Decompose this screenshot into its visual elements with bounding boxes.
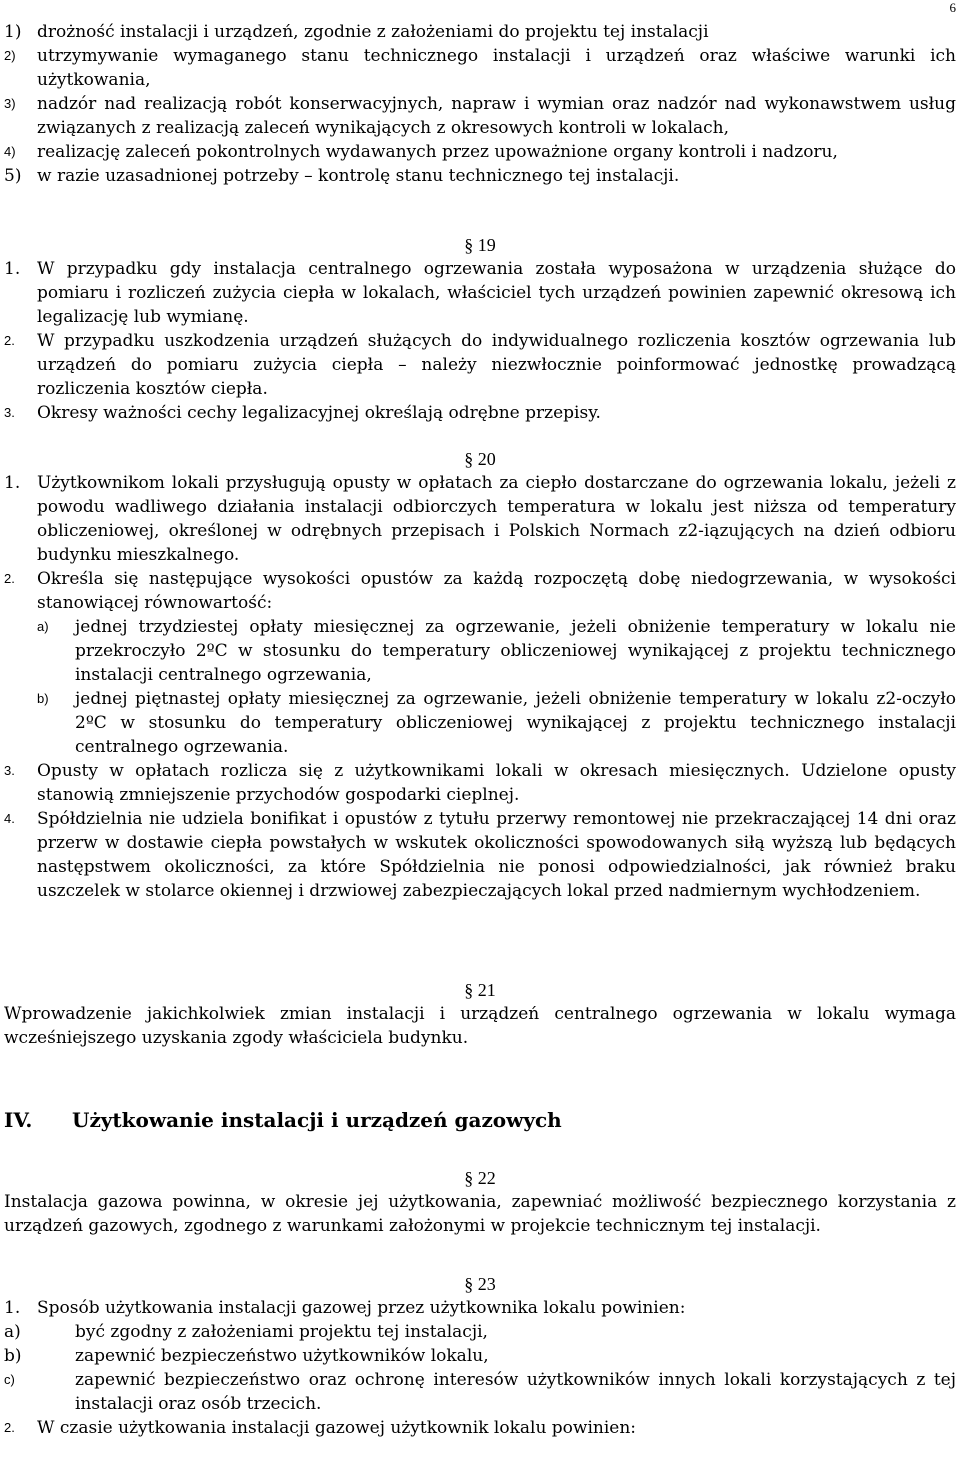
- item-number: 2): [4, 48, 16, 63]
- item-text: zapewnić bezpieczeństwo oraz ochronę interesów użytkowników innych lokali korzystających z tej instalacji oraz osób trzecich.: [75, 1370, 956, 1414]
- chapter-number: IV.: [4, 1108, 33, 1132]
- paragraph-text: Wprowadzenie jakichkolwiek zmian instalacji i urządzeń centralnego ogrzewania w lokalu wymaga wcześniejszego uzyskania zgody właściciela budynku.: [4, 1004, 956, 1048]
- section-22: [4, 1166, 956, 1238]
- item-text: Spółdzielnia nie udziela bonifikat i opustów z tytułu przerwy remontowej nie przekraczającej 14 dni oraz przerw w dostawie ciepła powstałych w wskutek okoliczności spowodowanych siłą wyższą lub będących następstwem okoliczności, za które Spółdzielnia nie ponosi odpowiedzialności, jak również braku uszczelek w stolarce okiennej i drzwiowej zabezpieczających lokal przed nadmiernym wychłodzeniem.: [37, 809, 956, 901]
- list-item: [4, 329, 956, 401]
- section-23: [4, 1272, 956, 1440]
- list-item: [4, 567, 956, 615]
- item-text: Okresy ważności cechy legalizacyjnej określają odrębne przepisy.: [37, 403, 601, 423]
- item-text: zapewnić bezpieczeństwo użytkowników lokalu,: [75, 1346, 489, 1366]
- item-number: 1): [4, 22, 22, 42]
- item-text: drożność instalacji i urządzeń, zgodnie z założeniami do projektu tej instalacji: [37, 22, 709, 42]
- item-letter: a): [4, 1322, 21, 1342]
- item-text: W przypadku uszkodzenia urządzeń służących do indywidualnego rozliczenia kosztów ogrzewania lub urządzeń do pomiaru zużycia ciepła – należy niezwłocznie poinformować jednostkę prowadzącą rozliczenia kosztów ciepła.: [37, 331, 956, 399]
- chapter-title: Użytkowanie instalacji i urządzeń gazowych: [72, 1108, 562, 1132]
- section-mark: § 19: [464, 235, 496, 255]
- paragraph-text: Instalacja gazowa powinna, w okresie jej użytkowania, zapewniać możliwość bezpiecznego korzystania z urządzeń gazowych, zgodnego z warunkami założonymi w projekcie technicznym tej instalacji.: [4, 1192, 956, 1236]
- item-number: 3): [4, 96, 16, 111]
- section-mark: § 21: [464, 980, 496, 1000]
- sub-item: [4, 1320, 956, 1344]
- item-text: W czasie użytkowania instalacji gazowej użytkownik lokalu powinien:: [37, 1418, 637, 1438]
- list-item: [4, 44, 956, 92]
- item-text: Określa się następujące wysokości opustów za każdą rozpoczętą dobę niedogrzewania, w wysokości stanowiącej równowartość:: [37, 569, 956, 613]
- page-number: 6: [949, 0, 956, 15]
- item-letter: b): [37, 691, 49, 706]
- item-text: Użytkownikom lokali przysługują opusty w opłatach za ciepło dostarczane do ogrzewania lokalu, jeżeli z powodu wadliwego działania instalacji odbiorczych temperatura w lokalu jest niższa od temperatury obliczeniowej, określonej w odrębnych przepisach i Polskich Normach z2-iązujących na dzień odbioru budynku mieszkalnego.: [37, 473, 956, 565]
- item-text: jednej trzydziestej opłaty miesięcznej za ogrzewanie, jeżeli obniżenie temperatury w lokalu nie przekroczyło 2ºC w stosunku do temperatury obliczeniowej wynikającej z projektu technicznego instalacji centralnego ogrzewania,: [75, 617, 956, 685]
- list-item: [4, 1416, 956, 1440]
- item-number: 5): [4, 166, 22, 186]
- item-text: w razie uzasadnionej potrzeby – kontrolę stanu technicznego tej instalacji.: [37, 166, 680, 186]
- item-text: realizację zaleceń pokontrolnych wydawanych przez upoważnione organy kontroli i nadzoru,: [37, 142, 838, 162]
- sub-item: [4, 687, 956, 759]
- item-number: 1.: [4, 259, 21, 279]
- item-number: 4.: [4, 811, 15, 826]
- list-item: [4, 20, 956, 44]
- list-item: [4, 807, 956, 903]
- item-number: 1.: [4, 1298, 21, 1318]
- item-text: Opusty w opłatach rozlicza się z użytkownikami lokali w okresach miesięcznych. Udzielone opusty stanowią zmniejszenie przychodów gospodarki cieplnej.: [37, 761, 956, 805]
- section-mark: § 20: [464, 449, 496, 469]
- item-text: jednej piętnastej opłaty miesięcznej za ogrzewanie, jeżeli obniżenie temperatury w lokalu z2-oczyło 2ºC w stosunku do temperatury obliczeniowej wynikającej z projektu technicznego instalacji centralnego ogrzewania.: [75, 689, 956, 757]
- item-number: 4): [4, 144, 16, 159]
- section-21: [4, 978, 956, 1050]
- item-number: 3.: [4, 763, 15, 778]
- list-item: [4, 257, 956, 329]
- item-number: 2.: [4, 333, 15, 348]
- sub-item: [4, 615, 956, 687]
- item-letter: b): [4, 1346, 22, 1366]
- chapter-heading: [4, 1108, 562, 1132]
- item-text: W przypadku gdy instalacja centralnego ogrzewania została wyposażona w urządzenia służące do pomiaru i rozliczeń zużycia ciepła w lokalach, właściciel tych urządzeń powinien zapewnić okresową ich legalizację lub wymianę.: [37, 259, 956, 327]
- item-text: utrzymywanie wymaganego stanu technicznego instalacji i urządzeń oraz właściwe warunki ich użytkowania,: [37, 46, 956, 90]
- list-item: [4, 401, 956, 425]
- list-item: [4, 140, 956, 164]
- obligations-list: [4, 20, 956, 188]
- item-number: 3.: [4, 405, 15, 420]
- section-20: [4, 447, 956, 903]
- section-19: [4, 233, 956, 425]
- item-number: 2.: [4, 571, 15, 586]
- item-number: 1.: [4, 473, 21, 493]
- item-number: 2.: [4, 1420, 15, 1435]
- list-item: [4, 164, 956, 188]
- item-text: nadzór nad realizacją robót konserwacyjnych, napraw i wymian oraz nadzór nad wykonawstwem usług związanych z realizacją zaleceń wynikających z okresowych kontroli w lokalach,: [37, 94, 956, 138]
- section-mark: § 23: [464, 1274, 496, 1294]
- list-item: [4, 759, 956, 807]
- item-letter: a): [37, 619, 49, 634]
- item-text: Sposób użytkowania instalacji gazowej przez użytkownika lokalu powinien:: [37, 1298, 686, 1318]
- list-item: [4, 92, 956, 140]
- item-letter: c): [4, 1372, 15, 1387]
- sub-item: [4, 1368, 956, 1416]
- list-item: [4, 471, 956, 567]
- item-text: być zgodny z założeniami projektu tej instalacji,: [75, 1322, 488, 1342]
- section-mark: § 22: [464, 1168, 496, 1188]
- sub-item: [4, 1344, 956, 1368]
- list-item: [4, 1296, 956, 1320]
